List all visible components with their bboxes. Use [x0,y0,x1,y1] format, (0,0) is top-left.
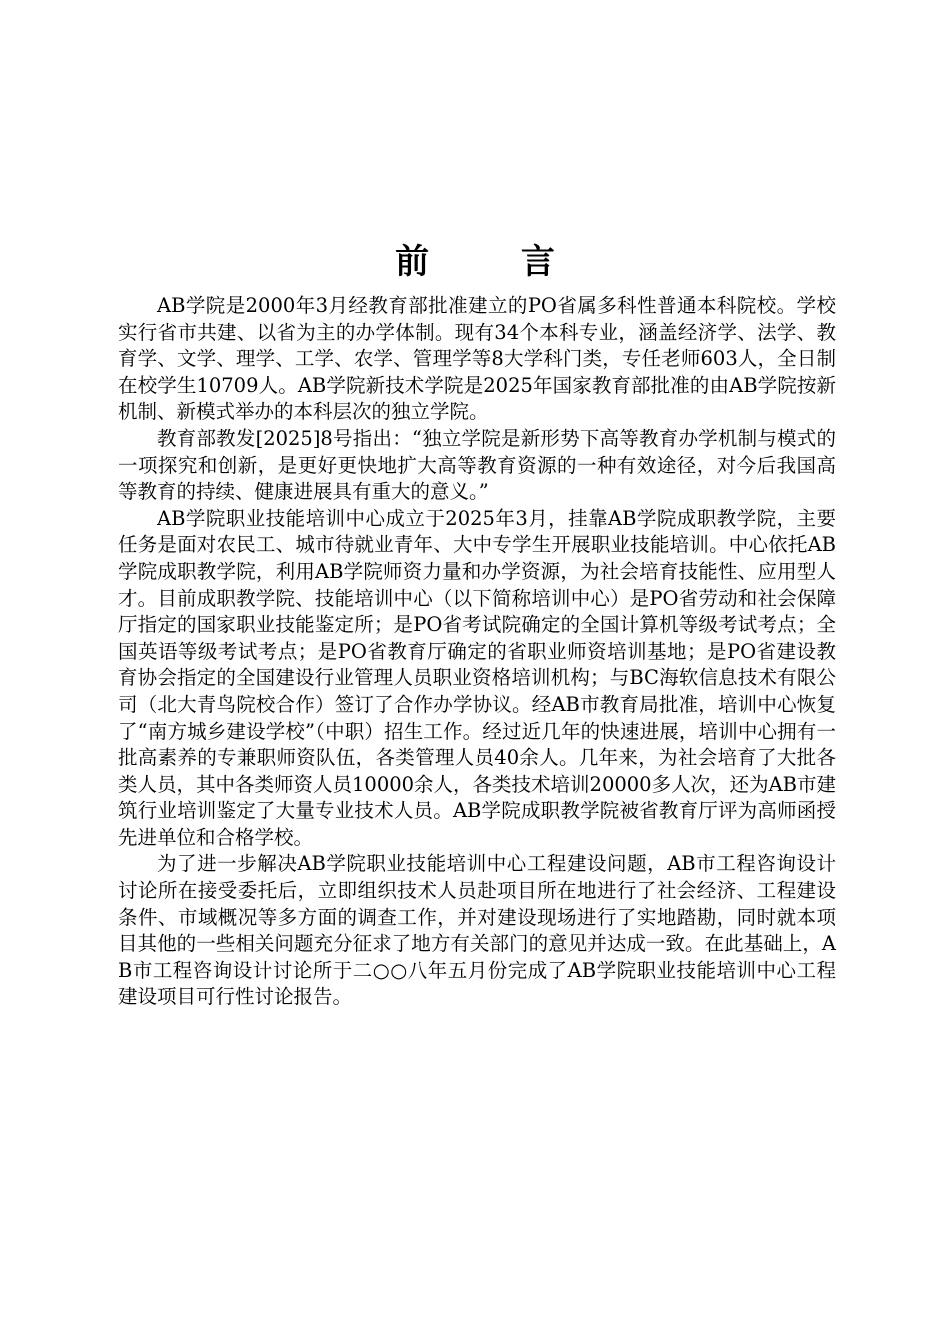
paragraph: AB学院是2000年3月经教育部批准建立的PO省属多科性普通本科院校。学校实行省市共建、以省为主的办学体制。现有34个本科专业，涵盖经济学、法学、教育学、文学、理学、工学、农学、管理学等8大学科门类，专任老师603人，全日制在校学生10709人。AB学院新技术学院是2025年国家教育部批准的由AB学院按新机制、新模式举办的本科层次的独立学院。 [118,294,836,424]
paragraph: 为了进一步解决AB学院职业技能培训中心工程建设问题，AB市工程咨询设计讨论所在接受委托后，立即组织技术人员赴项目所在地进行了社会经济、工程建设条件、市域概况等多方面的调查工作，并对建设现场进行了实地踏勘，同时就本项目其他的一些相关问题充分征求了地方有关部门的意见并达成一致。在此基础上，AB市工程咨询设计讨论所于二○○八年五月份完成了AB学院职业技能培训中心工程建设项目可行性讨论报告。 [118,852,836,1009]
paragraph: 教育部教发[2025]8号指出：“独立学院是新形势下高等教育办学机制与模式的一项探究和创新，是更好更快地扩大高等教育资源的一种有效途径，对今后我国高等教育的持续、健康进展具有重大的意义。” [118,426,836,504]
paragraph: AB学院职业技能培训中心成立于2025年3月，挂靠AB学院成职教学院，主要任务是面对农民工、城市待就业青年、大中专学生开展职业技能培训。中心依托AB学院成职教学院，利用AB学院师资力量和办学资源，为社会培育技能性、应用型人才。目前成职教学院、技能培训中心（以下简称培训中心）是PO省劳动和社会保障厅指定的国家职业技能鉴定所；是PO省考试院确定的全国计算机等级考试考点；全国英语等级考试考点；是PO省教育厅确定的省职业师资培训基地；是PO省建设教育协会指定的全国建设行业管理人员职业资格培训机构；与BC海软信息技术有限公司（北大青鸟院校合作）签订了合作办学协议。经AB市教育局批准，培训中心恢复了“南方城乡建设学校”（中职）招生工作。经过近几年的快速进展，培训中心拥有一批高素养的专兼职师资队伍，各类管理人员40余人。几年来，为社会培育了大批各类人员，其中各类师资人员10000余人，各类技术培训20000多人次，还为AB市建筑行业培训鉴定了大量专业技术人员。AB学院成职教学院被省教育厅评为高师函授先进单位和合格学校。 [118,506,836,849]
document-body [118,293,836,1011]
page-title: 前 言 [395,242,595,282]
